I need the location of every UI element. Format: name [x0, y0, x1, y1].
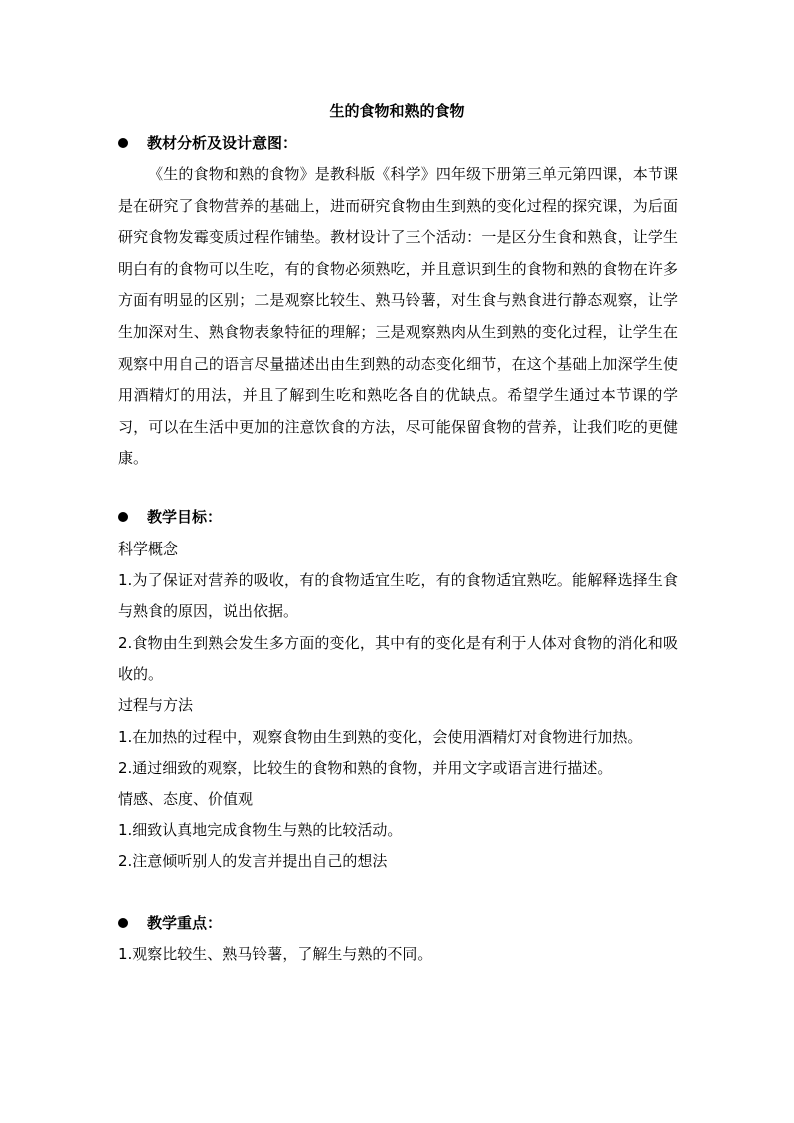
keypoint-item-1: 1.观察比较生、熟马铃薯，了解生与熟的不同。: [118, 945, 433, 963]
keypoints-heading-text: 教学重点：: [147, 914, 223, 932]
analysis-paragraph: [118, 159, 678, 475]
emotion-item-2: 2.注意倾听别人的发言并提出自己的想法: [118, 852, 388, 870]
analysis-heading-text: 教材分析及设计意图：: [147, 134, 298, 152]
process-item-1: 1.在加热的过程中，观察食物由生到熟的变化，会使用酒精灯对食物进行加热。: [118, 728, 643, 746]
concept-label: 科学概念: [118, 540, 179, 558]
emotion-label: 情感、态度、价值观: [118, 790, 254, 808]
bullet-icon: [118, 138, 128, 148]
section-heading-keypoints: [118, 913, 222, 933]
concept-item-2: 2.食物由生到熟会发生多方面的变化，其中有的变化是有利于人体对食物的消化和吸收的。: [118, 634, 678, 683]
analysis-body-text: 《生的食物和熟的食物》是教科版《科学》四年级下册第三单元第四课，本节课是在研究了食物营养的基础上，进而研究食物由生到熟的变化过程的探究课，为后面研究食物发霉变质过程作铺垫。教材设计了三个活动：一是区分生食和熟食，让学生明白有的食物可以生吃，有的食物必须熟吃，并且意识到生的食物和熟的食物在许多方面有明显的区别；二是观察比较生、熟马铃薯，对生食与熟食进行静态观察，让学生加深对生、熟食物表象特征的理解；三是观察熟肉从生到熟的变化过程，让学生在观察中用自己的语言尽量描述出由生到熟的动态变化细节，在这个基础上加深学生使用酒精灯的用法，并且了解到生吃和熟吃各自的优缺点。希望学生通过本节课的学习，可以在生活中更加的注意饮食的方法，尽可能保留食物的营养，让我们吃的更健康。: [118, 165, 678, 468]
document-title: 生的食物和熟的食物: [329, 102, 465, 120]
bullet-icon: [118, 918, 128, 928]
objectives-heading-text: 教学目标：: [147, 508, 223, 526]
emotion-item-1: 1.细致认真地完成食物生与熟的比较活动。: [118, 821, 403, 839]
process-item-2: 2.通过细致的观察，比较生的食物和熟的食物，并用文字或语言进行描述。: [118, 759, 613, 777]
process-label: 过程与方法: [118, 696, 194, 714]
bullet-icon: [118, 512, 128, 522]
section-heading-analysis: [118, 133, 297, 153]
section-heading-objectives: [118, 507, 222, 527]
concept-item-1: 1.为了保证对营养的吸收，有的食物适宜生吃，有的食物适宜熟吃。能解释选择生食与熟食的原因，说出依据。: [118, 571, 678, 620]
